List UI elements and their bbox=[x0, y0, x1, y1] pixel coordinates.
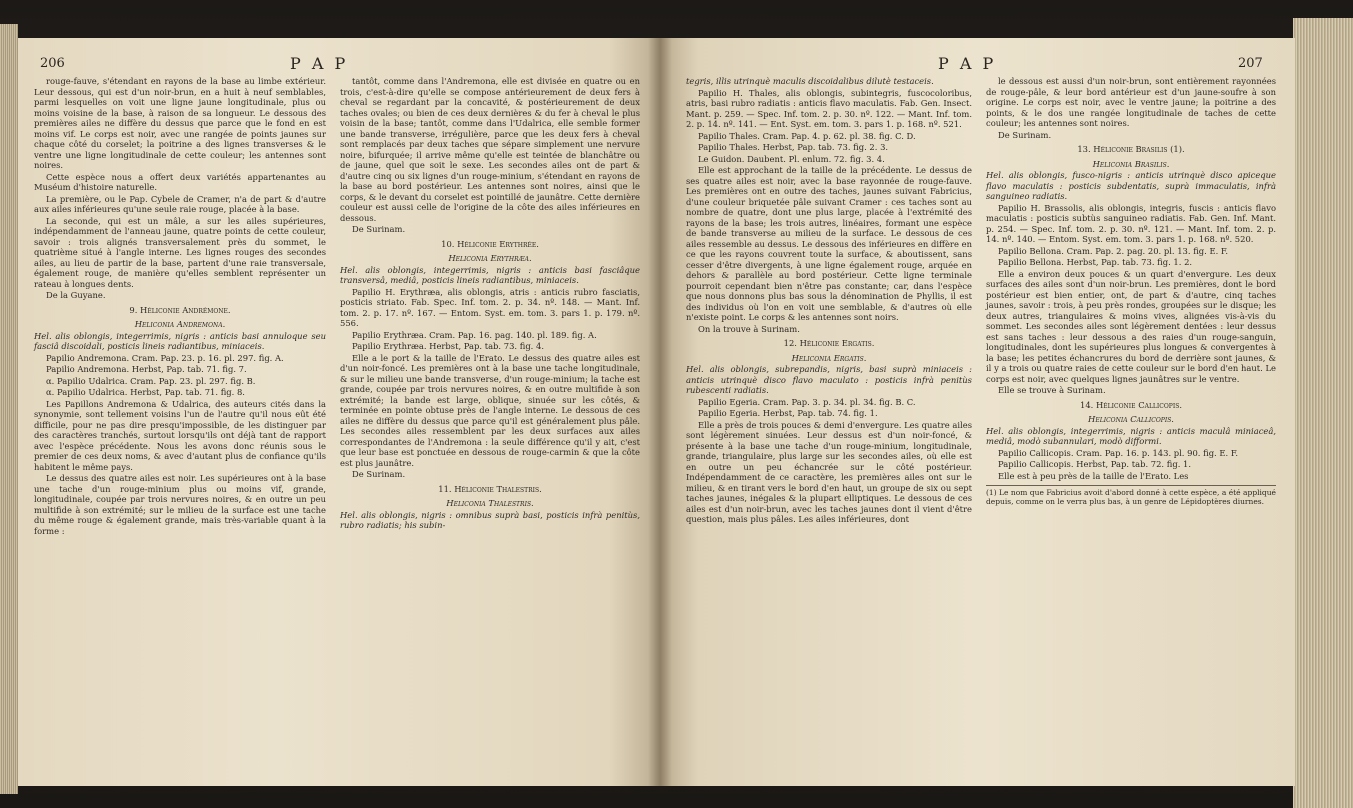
right-page-column-2 bbox=[986, 76, 1276, 507]
paragraph: On la trouve à Surinam. bbox=[698, 323, 800, 334]
synonymy-entry: Papilio Thales. Cram. Pap. 4. p. 62. pl. 38. fig. C. D. bbox=[698, 130, 916, 141]
synonymy-entry: Papilio Bellona. Herbst, Pap. tab. 73. fig. 1. 2. bbox=[998, 257, 1193, 267]
species-latin-name: Heliconia Callicopis. bbox=[1088, 414, 1174, 424]
species-latin-name: Heliconia Erythræa. bbox=[448, 253, 532, 263]
paragraph: Elle a près de trois pouces & demi d'envergure. Les quatre ailes sont légèrement sinuées. Leur dessus est d'un noir-foncé, & présente à la base une tache d'un rouge-minium, longitudinale, grande, triangulaire, plus large sur les secondes ailes, où elle est en outre un peu échancrée sur le côté postérieur. Indépendamment de ce caractère, les premières ailes ont sur le milieu, & en tirant vers le bord d'en haut, un groupe de six ou sept taches jaunes, inégales & la plupart elliptiques. Le dessous de ces ailes est d'un noir-brun, avec les taches jaunes dont il vient d'être question, mais plus pâles. Les ailes inférieures, dont bbox=[686, 419, 972, 524]
paragraph: De Surinam. bbox=[352, 224, 406, 234]
species-diagnosis: Hel. alis oblongis, fusco-nigris : anticis utrinquè disco apiceque flavo maculatis : posticis subdentatis, suprà immaculatis, infrà sanguineo radiatis. bbox=[986, 170, 1276, 201]
species-latin-name: Heliconia Brasilis. bbox=[1092, 158, 1170, 169]
book-edge-right bbox=[1293, 18, 1353, 808]
species-latin-name: Heliconia Thalestris. bbox=[446, 498, 534, 508]
synonymy-entry: Papilio Egeria. Herbst, Pap. tab. 74. fig. 1. bbox=[698, 408, 878, 418]
synonymy-entry: α. Papilio Udalrica. Cram. Pap. 23. pl. 297. fig. B. bbox=[46, 375, 256, 386]
synonymy-entry: Papilio Callicopis. Cram. Pap. 16. p. 143. pl. 90. fig. E. F. bbox=[998, 447, 1238, 458]
synonymy-entry: Papilio Andremona. Herbst, Pap. tab. 71. fig. 7. bbox=[46, 364, 247, 374]
paragraph: La première, ou le Pap. Cybele de Cramer, n'a de part & d'autre aux ailes inférieures qu'une seule raie rouge, placée à la base. bbox=[34, 193, 326, 214]
species-heading: 11. Héliconie Thalestris. bbox=[438, 483, 542, 494]
species-latin-name: Heliconia Andremona. bbox=[134, 319, 226, 329]
species-heading: 13. Héliconie Brasilis (1). bbox=[1077, 144, 1185, 154]
species-diagnosis: Hel. alis oblongis, subrepandis, nigris, basi suprà miniaceis : anticis utrinquè disco flavo maculato : posticis infrà penitùs rubescenti radiatis. bbox=[686, 364, 972, 395]
book-edge-left bbox=[0, 24, 18, 794]
synonymy-entry: α. Papilio Udalrica. Herbst, Pap. tab. 71. fig. 8. bbox=[46, 387, 245, 397]
paragraph: Elle a le port & la taille de l'Erato. Le dessus des quatre ailes est d'un noir-foncé. Les premières ont à la base une tache longitudinale, & sur le milieu une bande transverse, d'un rouge-minium; la tache est grande, coupée par trois nervures noires, & en outre multifide à son extrémité; la bande est large, oblique, sinuée sur les côtés, & terminée en pointe obtuse près de l'angle interne. Le dessous de ces ailes ne diffère du dessus que parce qu'il est généralement plus pâle. Les secondes ailes ressemblent par les deux surfaces aux ailes correspondantes de l'Andremona : la seule différence qu'il y ait, c'est que leur base est ponctuée en dessous de rouge-carmin & que la côte est plus jaunâtre. bbox=[340, 352, 640, 468]
synonymy-entry: Papilio H. Brassolis, alis oblongis, integris, fuscis : anticis flavo maculatis : posticis subtùs sanguineo radiatis. Fab. Gen. Inf. Mant. p. 254. — Spec. Inf. tom. 2. p. 30. nº. 121. — Mant. Inf. tom. 2. p. 14. nº. 140. — Entom. Syst. em. tom. 3. pars 1. p. 168. nº. 520. bbox=[986, 202, 1276, 244]
paragraph: Elle a environ deux pouces & un quart d'envergure. Les deux surfaces des ailes sont d'un noir-brun. Les premières, dont le bord postérieur est bien entier, ont, de part & d'autre, cinq taches jaunes, savoir : trois, à peu près rondes, groupées sur le disque; les deux autres, triangulaires & moins vives, alignées vis-à-vis du sommet. Les secondes ailes sont légèrement dentées : leur dessus est sans taches : leur dessous a des raies d'un rouge-sanguin, longitudinales, dont les supérieures plus longues & convergentes à la base; les petites échancrures du bord de derrière sont jaunes, & il y a trois ou quatre raies de cette couleur sur le bord d'en haut. Le corps est noir, avec quelques lignes jaunâtres sur le ventre. bbox=[986, 268, 1276, 384]
paragraph: le dessous est aussi d'un noir-brun, sont entièrement rayonnées de rouge-pâle, & leur bord antérieur est d'un jaune-soufre à son origine. Le corps est noir, avec le ventre jaune; la poitrine a des points, & le dos une rangée longitudinale de taches de cette couleur; les antennes sont noires. bbox=[986, 76, 1276, 128]
paragraph: De Surinam. bbox=[998, 129, 1052, 140]
paragraph: rouge-fauve, s'étendant en rayons de la base au limbe extérieur. Leur dessous, qui est d'un noir-brun, en a huit à neuf semblables, parmi lesquelles on voit une ligne jaune longitudinale, plus ou moins voisine de la base, à raison de sa longueur. Le dessous des premières ailes ne diffère du dessus que parce que le fond en est moins vif. Le corps est noir, avec une rangée de points jaunes sur chaque côté du corselet; la poitrine a des lignes transverses & le ventre une ligne longitudinale de cette couleur; les antennes sont noires. bbox=[34, 76, 326, 170]
species-heading: 12. Héliconie Ergatis. bbox=[783, 338, 875, 348]
page-number-left: 206 bbox=[40, 56, 65, 71]
synonymy-entry: Le Guidon. Daubent. Pl. enlum. 72. fig. 3. 4. bbox=[698, 153, 885, 164]
synonymy-entry: Papilio H. Erythræa, alis oblongis, atris : anticis rubro fasciatis, posticis striato. Fab. Spec. Inf. tom. 2. p. 34. nº. 148. — Mant. Inf. tom. 2. p. 17. nº. 167. — Entom. Syst. em. tom. 3. pars 1. p. 179. nº. 556. bbox=[340, 286, 640, 328]
synonymy-entry: Papilio Bellona. Cram. Pap. 2. pag. 20. pl. 13. fig. E. F. bbox=[998, 245, 1229, 256]
paragraph: Elle est approchant de la taille de la précédente. Le dessus de ses quatre ailes est noir, avec la base rayonnée de rouge-fauve. Les premières ont en outre des taches, jaunes suivant Fabricius, d'une couleur briquetée pâle suivant Cramer : ces taches sont au nombre de quatre, dont une plus large, placée à l'extrémité des rayons de la base; les trois autres, linéaires, formant une espèce de bande transverse au milieu de la surface. Le dessous de ces ailes ressemble au dessus. Le dessous des inférieures en diffère en ce que les rayons couvrent toute la surface, & aboutissent, sans cesser d'être divergents, à une ligne également rouge, arquée en dehors & parallèle au bord postérieur. Cette ligne terminale pourroit cependant bien n'être pas constante; car, dans l'espèce que nous donnons plus bas sous la dénomination de Phyllis, il est des individus où l'on en voit une semblable, & d'autres où elle n'existe point. Le corps & les antennes sont noirs. bbox=[686, 165, 972, 322]
running-head-right: P A P bbox=[938, 54, 997, 73]
species-diagnosis: tegris, illis utrinquè maculis discoidalibus dilutè testaceis. bbox=[686, 76, 934, 86]
book-gutter bbox=[648, 38, 672, 786]
species-diagnosis: Hel. alis oblongis, integerrimis, nigris : anticis maculâ miniaceâ, mediâ, modò subannulari, modò difformi. bbox=[986, 425, 1276, 446]
right-page-column-1 bbox=[686, 76, 972, 526]
right-page bbox=[660, 38, 1295, 786]
left-page-column-1 bbox=[34, 76, 326, 537]
species-heading: 10. Héliconie Erythrée. bbox=[441, 238, 539, 249]
paragraph: Le dessus des quatre ailes est noir. Les supérieures ont à la base une tache d'un rouge-minium plus ou moins vif, grande, longitudinale, coupée par trois nervures noires, & en outre un peu multifide à son extrémité; sur le milieu de la surface est une tache du même rouge & également grande, mais très-variable quant à la forme : bbox=[34, 473, 326, 536]
species-diagnosis: Hel. alis oblongis, nigris : omnibus suprà basi, posticis infrà penitùs, rubro radiatis; his subin- bbox=[340, 509, 640, 530]
paragraph: De Surinam. bbox=[352, 469, 406, 479]
species-heading: 14. Héliconie Callicopis. bbox=[1080, 399, 1182, 410]
paragraph: De la Guyane. bbox=[46, 290, 106, 300]
synonymy-entry: Papilio Erythræa. Cram. Pap. 16. pag. 140. pl. 189. fig. A. bbox=[352, 329, 597, 340]
left-page bbox=[18, 38, 660, 786]
synonymy-entry: Papilio Egeria. Cram. Pap. 3. p. 34. pl. 34. fig. B. C. bbox=[698, 396, 916, 407]
paragraph: Elle se trouve à Surinam. bbox=[998, 385, 1106, 395]
left-page-column-2 bbox=[340, 76, 640, 532]
species-heading: 9. Héliconie Andrémone. bbox=[129, 304, 231, 315]
paragraph: Cette espèce nous a offert deux variétés appartenantes au Muséum d'histoire naturelle. bbox=[34, 171, 326, 192]
synonymy-entry: Papilio H. Thales, alis oblongis, subintegris, fuscocoloribus, atris, basi rubro radiatis : anticis flavo maculatis. Fab. Gen. Insect. Mant. p. 259. — Spec. Inf. tom. 2. p. 30. nº. 122. — Mant. Inf. tom. 2. p. 14. nº. 141. — Ent. Syst. em. tom. 3. pars 1. p. 168. nº. 521. bbox=[686, 87, 972, 129]
species-diagnosis: Hel. alis oblongis, integerrimis, nigris : anticis basi fasciâque transversâ, mediâ, posticis lineis radiantibus, miniaceis. bbox=[340, 264, 640, 285]
synonymy-entry: Papilio Thales. Herbst, Pap. tab. 73. fig. 2. 3. bbox=[698, 142, 889, 152]
paragraph: Les Papillons Andremona & Udalrica, des auteurs cités dans la synonymie, sont tellement voisins l'un de l'autre qu'il nous eût été difficile, pour ne pas dire presqu'impossible, de les distinguer par des caractères tranchés, surtout lorsqu'ils ont déjà tant de rapport avec l'espèce précédente. Nous les avons donc réunis sous le premier de ces deux noms, & avec d'autant plus de confiance qu'ils habitent le même pays. bbox=[34, 398, 326, 472]
page-number-right: 207 bbox=[1238, 56, 1263, 71]
species-diagnosis: Hel. alis oblongis, integerrimis, nigris : anticis basi annuloque seu fasciâ discoidali, posticis lineis radiantibus, miniaceis. bbox=[34, 330, 326, 351]
running-head-left: P A P bbox=[290, 54, 349, 73]
synonymy-entry: Papilio Andremona. Cram. Pap. 23. p. 16. pl. 297. fig. A. bbox=[46, 352, 284, 363]
species-latin-name: Heliconia Ergatis. bbox=[791, 352, 867, 363]
paragraph: tantôt, comme dans l'Andremona, elle est divisée en quatre ou en trois, c'est-à-dire qu'elle se compose antérieurement de deux fers à cheval se regardant par la concavité, & postérieurement de deux taches ovales; ou bien de ces deux dernières & du fer à cheval le plus voisin de la base; tantôt, comme dans l'Udalrica, elle semble former une bande transverse, irrégulière, parce que les deux fers à cheval sont remplacés par deux taches que sépare simplement une nervure noire, bifurquée; il arrive même qu'elle est teintée de blanchâtre ou de jaune, quel que soit le sexe. Les secondes ailes ont de part & d'autre cinq ou six lignes d'un rouge-minium, s'étendant en rayons de la base au bord postérieur. Les antennes sont noires, ainsi que le corps, & le devant du corselet est pointillé de jaunâtre. Cette dernière couleur est aussi celle de l'origine de la côte des ailes inférieures en dessous. bbox=[340, 76, 640, 223]
synonymy-entry: Papilio Callicopis. Herbst, Pap. tab. 72. fig. 1. bbox=[998, 459, 1192, 469]
synonymy-entry: Papilio Erythræa. Herbst, Pap. tab. 73. fig. 4. bbox=[352, 341, 544, 351]
paragraph: La seconde, qui est un mâle, a sur les ailes supérieures, indépendamment de l'anneau jaune, quatre points de cette couleur, savoir : trois alignés transversalement près du sommet, le quatrième situé à l'angle interne. Les lignes rouges des secondes ailes, au lieu de partir de la base, partent d'une raie transversale, également rouge, de manière qu'elles semblent représenter un rateau à longues dents. bbox=[34, 215, 326, 289]
footnote: (1) Le nom que Fabricius avoit d'abord donné à cette espèce, a été appliqué depuis, comme on le verra plus bas, à un genre de Lépidoptères diurnes. bbox=[986, 485, 1276, 506]
paragraph: Elle est à peu près de la taille de l'Erato. Les bbox=[998, 470, 1189, 481]
